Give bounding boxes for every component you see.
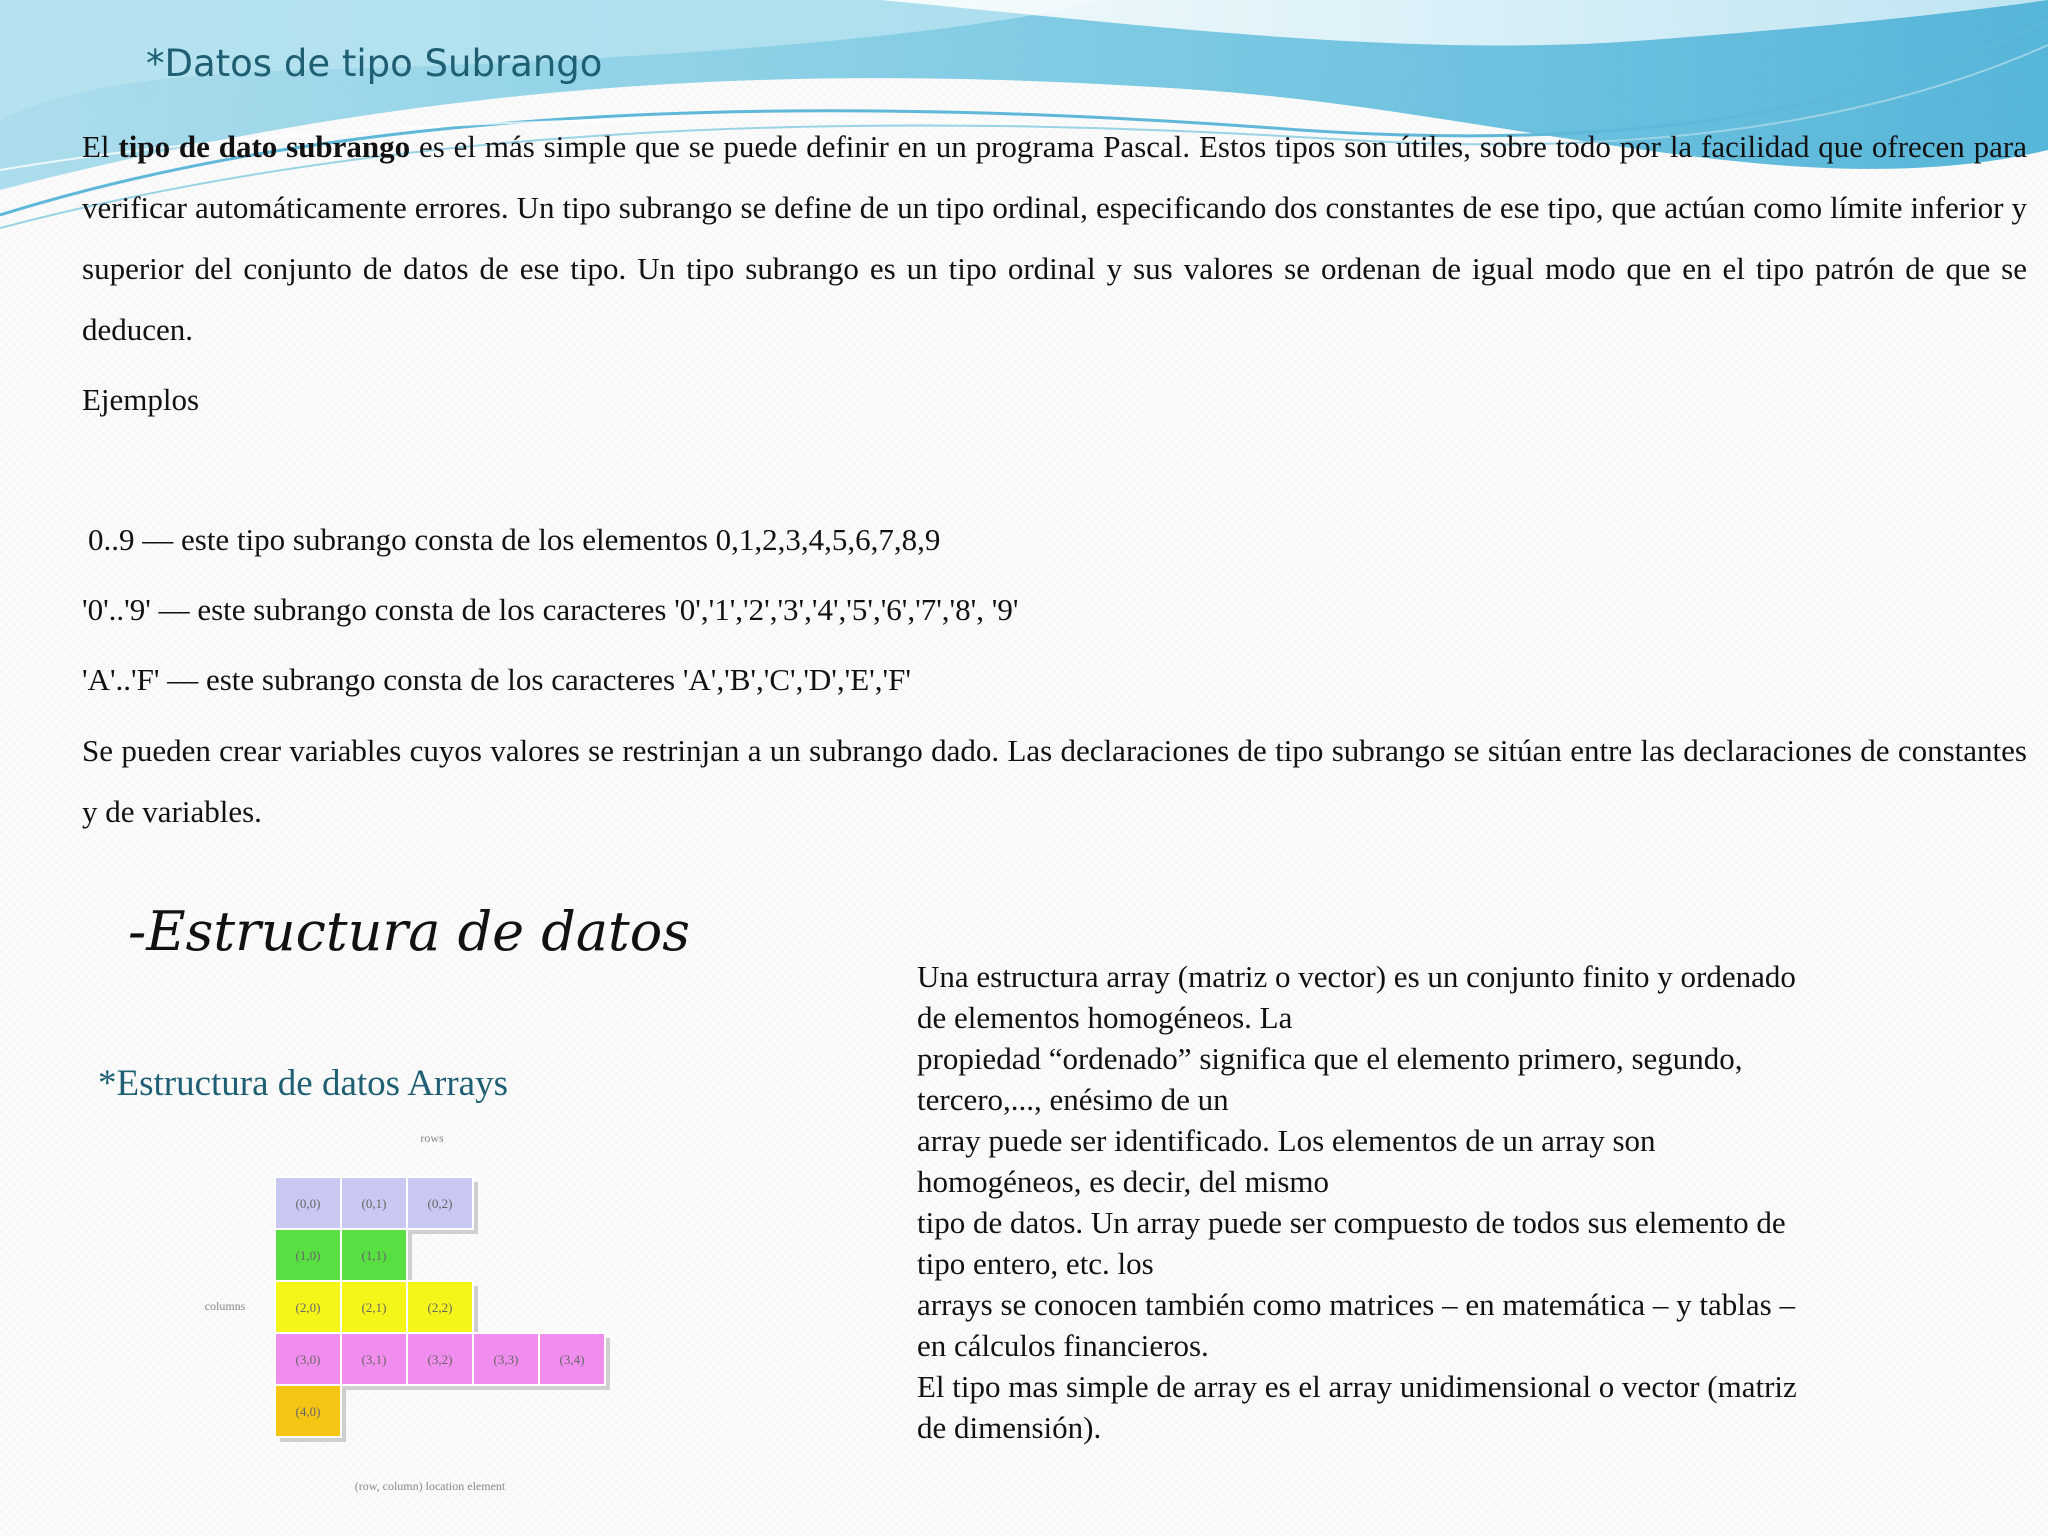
bold-term: tipo de dato subrango [118,129,411,164]
array-text-line: tipo entero, etc. los [917,1246,1154,1281]
array-cell-label: (3,1) [361,1352,387,1367]
subsection-title-arrays: *Estructura de datos Arrays [98,1063,508,1104]
array-cell-label: (1,1) [361,1248,387,1263]
array-cell-label: (3,4) [559,1352,585,1367]
array-text-line: homogéneos, es decir, del mismo [917,1164,1330,1199]
diagram-top-label: rows [420,1131,444,1145]
array-text-line: Una estructura array (matriz o vector) es un conjunto finito y ordenado [917,959,1796,994]
array-text-line: array puede ser identificado. Los elementos de un array son [917,1123,1656,1158]
array-cell-label: (3,3) [493,1352,519,1367]
array-text-line: de elementos homogéneos. La [917,1000,1293,1035]
array-cell-label: (4,0) [295,1404,321,1419]
example-line: 0..9 — este tipo subrango consta de los elementos 0,1,2,3,4,5,6,7,8,9 [88,522,941,557]
closing-paragraph: Se pueden crear variables cuyos valores se restrinjan a un subrango dado. Las declaraciones de tipo subrango se sitúan entre las declaraciones de constantes y de variables. [82,733,2027,829]
example-line: 'A'..'F' — este subrango consta de los caracteres 'A','B','C','D','E','F' [82,662,911,697]
array-cell-label: (0,0) [295,1196,321,1211]
array-text-line: en cálculos financieros. [917,1328,1209,1363]
array-text-line: tercero,..., enésimo de un [917,1082,1229,1117]
diagram-bottom-label: (row, column) location element [354,1479,506,1493]
array-cell-label: (3,2) [427,1352,453,1367]
array-cell-label: (1,0) [295,1248,321,1263]
array-cell-label: (0,2) [427,1196,453,1211]
array-text-line: arrays se conocen también como matrices – en matemática – y tablas – [917,1287,1795,1322]
intro-paragraph: El tipo de dato subrango es el más simple que se puede definir en un programa Pascal. Estos tipos son útiles, sobre todo por la facilidad que ofrecen para verificar automáticamente errores. Un tipo subrango se define de un tipo ordinal, especificando dos constantes de ese tipo, que actúan como límite inferior y superior del conjunto de datos de ese tipo. Un tipo subrango es un tipo ordinal y sus valores se ordenan de igual modo que en el tipo patrón de que se deducen. [82,129,2027,347]
section-title-estructura: -Estructura de datos [128,900,690,963]
array-cell-label: (0,1) [361,1196,387,1211]
section-title-subrango: *Datos de tipo Subrango [146,42,603,85]
array-cell-label: (2,0) [295,1300,321,1315]
array-cell-label: (2,1) [361,1300,387,1315]
array-text-line: propiedad “ordenado” significa que el elemento primero, segundo, [917,1041,1743,1076]
array-text-line: tipo de datos. Un array puede ser compuesto de todos sus elemento de [917,1205,1786,1240]
array-text-line: El tipo mas simple de array es el array unidimensional o vector (matriz [917,1369,1797,1404]
examples-label: Ejemplos [82,382,200,417]
array-cell-label: (3,0) [295,1352,321,1367]
array-diagram [190,1122,630,1512]
example-line: '0'..'9' — este subrango consta de los caracteres '0','1','2','3','4','5','6','7','8', '9' [82,592,1019,627]
diagram-side-label: columns [204,1299,246,1313]
array-cells [275,1177,610,1442]
array-description [917,956,1917,1448]
array-cell-label: (2,2) [427,1300,453,1315]
array-text-line: de dimensión). [917,1410,1102,1445]
